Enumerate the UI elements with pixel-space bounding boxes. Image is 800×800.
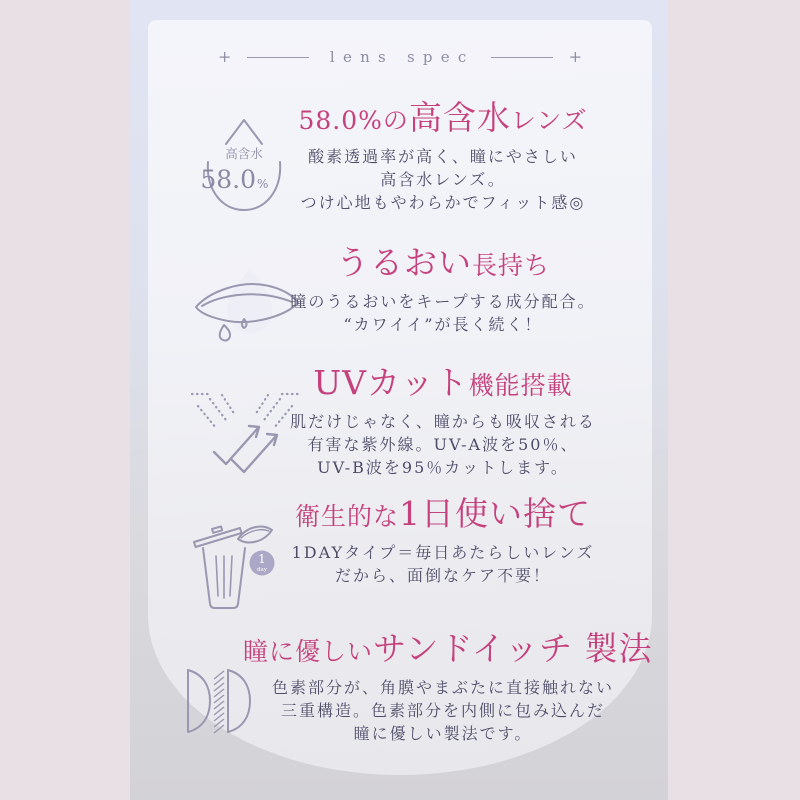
badge-text: day <box>257 567 267 573</box>
section-body <box>243 145 643 214</box>
title-small: 58.0%の <box>298 106 409 135</box>
body-line: 肌だけじゃなく、瞳からも吸収される <box>290 411 596 431</box>
section-title <box>243 243 643 283</box>
title-large: うるおい <box>335 243 472 282</box>
section-title <box>243 363 643 403</box>
title-small: レンズ <box>510 106 588 135</box>
body-line: 三重構造。色素部分を内側に包み込んだ <box>280 700 605 720</box>
body-line: つけ心地もやわらかでフィット感◎ <box>300 192 586 212</box>
sparkle-icon: + <box>218 47 232 66</box>
body-line: UV-B波を95％カットします。 <box>317 457 569 477</box>
section-title <box>243 494 643 534</box>
sandwich-structure-icon <box>184 665 252 737</box>
section-body <box>243 676 643 745</box>
body-line: 酸素透過率が高く、瞳にやさしい <box>308 146 578 166</box>
title-large: 高含水 <box>408 98 511 137</box>
section-body <box>243 290 643 336</box>
header-rule-right <box>491 57 553 58</box>
title-large: UVカット <box>313 363 469 402</box>
pigment-hatch-layer <box>214 671 224 733</box>
badge-number: 1 <box>258 552 266 566</box>
section-body <box>243 541 643 587</box>
section-high-water <box>243 98 643 214</box>
header-rule-left <box>247 57 309 58</box>
section-title <box>243 629 653 669</box>
body-line: 有害な紫外線。UV-A波を50％、 <box>307 434 579 454</box>
sparkle-icon: + <box>568 47 582 66</box>
header-title: lens spec <box>329 48 475 66</box>
body-line: だから、面倒なケア不要！ <box>334 565 551 585</box>
body-line: 瞳に優しい製法です。 <box>353 723 533 743</box>
body-line: 高含水レンズ。 <box>380 169 506 189</box>
title-small: 機能搭載 <box>468 371 573 400</box>
spec-header <box>148 48 652 66</box>
section-title <box>243 98 643 138</box>
section-sandwich <box>243 629 653 745</box>
title-small: 長持ち <box>471 251 550 280</box>
title-large: 1日使い捨て <box>399 494 591 533</box>
title-large: サンドイッチ 製法 <box>373 629 653 668</box>
section-uv-cut <box>243 363 643 479</box>
body-line: 瞳のうるおいをキープする成分配合。 <box>290 291 596 311</box>
drop-label: 高含水 <box>225 146 263 161</box>
section-body <box>243 410 643 479</box>
body-line: “カワイイ”が長く続く！ <box>343 314 543 334</box>
section-moisture <box>243 243 643 336</box>
title-small: 瞳に優しい <box>243 637 374 666</box>
body-line: 1DAYタイプ＝毎日あたらしいレンズ <box>291 542 595 562</box>
section-one-day <box>243 494 643 587</box>
body-line: 色素部分が、角膜やまぶたに直接触れない <box>271 677 614 697</box>
drop-unit: % <box>257 177 269 191</box>
lens-spec-panel <box>148 20 652 775</box>
drop-value: 58.0 <box>200 165 256 194</box>
title-small: 衛生的な <box>294 502 399 531</box>
